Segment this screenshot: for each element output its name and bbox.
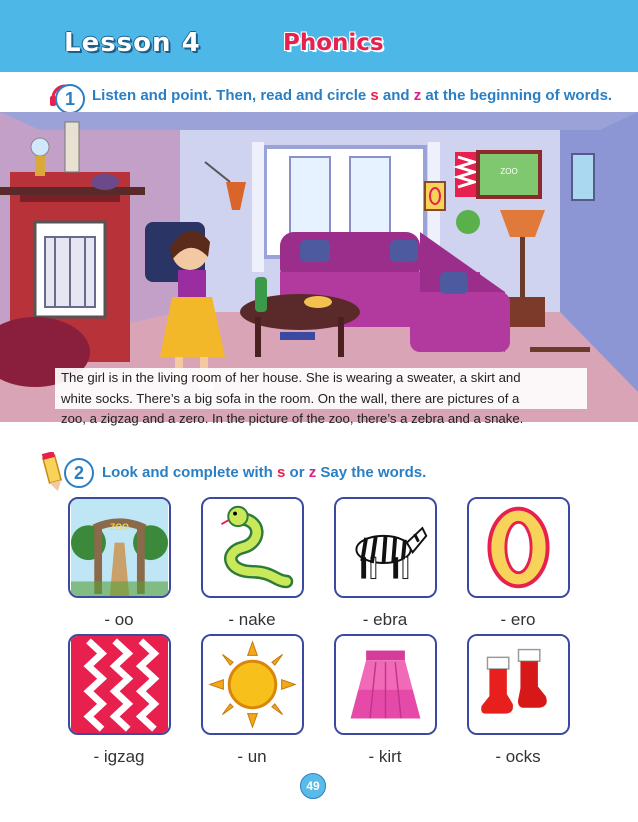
instruction-text: or: [285, 464, 309, 481]
skirt-card: [334, 634, 437, 735]
zigzag-card: [68, 634, 171, 735]
snake-image: [203, 499, 302, 596]
page-title: Phonics: [283, 30, 384, 56]
skirt-image: [336, 636, 435, 733]
letter-z: z: [308, 464, 317, 481]
zoo-sign: ZOO: [110, 522, 129, 533]
zebra-card: [334, 497, 437, 598]
socks-image: [469, 636, 568, 733]
page-number: 49: [300, 773, 326, 799]
zebra-image: [336, 499, 435, 596]
zigzag-image: [70, 636, 169, 733]
word-label: - un: [237, 747, 267, 766]
lesson-label: Lesson 4: [64, 28, 201, 58]
word-label: - ero: [500, 610, 536, 629]
story-line-3: zoo, a zigzag and a zero. In the picture of the zoo, there’s a zebra and a snake.: [61, 411, 524, 426]
instruction-text: Say the words.: [316, 464, 427, 481]
letter-z: z: [413, 87, 422, 104]
sun-image: [203, 636, 302, 733]
zero-card: [467, 497, 570, 598]
exercise-2-badge: 2: [64, 458, 94, 488]
story-paragraph: [55, 368, 587, 430]
letter-s: s: [277, 464, 286, 481]
scene-zoo-sign: ZOO: [500, 167, 518, 176]
letter-s: s: [370, 87, 379, 104]
zero-image: [469, 499, 568, 596]
word-label: - oo: [104, 610, 134, 629]
header-bar: [0, 0, 638, 72]
exercise-1-badge: 1: [55, 84, 85, 114]
word-label: - nake: [228, 610, 276, 629]
instruction-text: Listen and point. Then, read and circle: [92, 87, 371, 104]
story-line-1: The girl is in the living room of her house. She is wearing a sweater, a skirt and: [55, 368, 587, 389]
word-label: - igzag: [93, 747, 145, 766]
word-label: - ocks: [495, 747, 541, 766]
story-line-2: white socks. There’s a big sofa in the room. On the wall, there are pictures of a: [55, 389, 587, 410]
zoo-gate-image: [70, 499, 169, 596]
zoo-card: [68, 497, 171, 598]
sun-card: [201, 634, 304, 735]
exercise-2-instruction: [102, 464, 426, 481]
pencil-icon: [40, 452, 64, 494]
instruction-text: Look and complete with: [102, 464, 278, 481]
snake-card: [201, 497, 304, 598]
word-label: - ebra: [362, 610, 408, 629]
instruction-text: and: [378, 87, 414, 104]
exercise-1-instruction: [92, 87, 612, 104]
word-label: - kirt: [368, 747, 402, 766]
socks-card: [467, 634, 570, 735]
instruction-text: at the beginning of words.: [421, 87, 613, 104]
